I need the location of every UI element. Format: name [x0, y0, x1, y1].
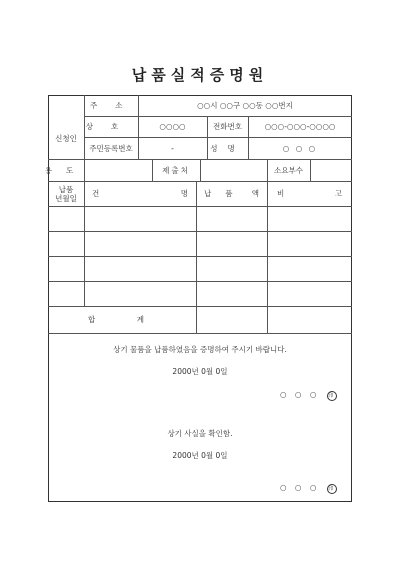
- col-date-header-text: 납품 년월일: [55, 184, 77, 203]
- name-label: [207, 137, 248, 159]
- name-label-text: 성명: [210, 143, 245, 153]
- request-text: 상기 물품을 납품하였음을 증명하여 주시기 바랍니다.: [113, 345, 287, 354]
- total-amount[interactable]: [196, 306, 267, 333]
- col-date-header: [48, 181, 84, 206]
- confirm-signature: [280, 483, 337, 494]
- col-amount-header: [196, 181, 267, 206]
- table-row[interactable]: [48, 231, 352, 256]
- copies-label: 소요부수: [274, 165, 303, 175]
- total-right: 계: [136, 315, 144, 324]
- col-item-header: [84, 181, 196, 206]
- company-label: [84, 116, 138, 137]
- applicant-label: 신청인: [55, 133, 77, 143]
- col-item-right: 명: [180, 189, 188, 198]
- col-amount-left: 납품: [204, 189, 247, 198]
- id-label: 주민등록번호: [89, 143, 133, 153]
- total-left: 합: [88, 315, 96, 324]
- request-signature: [280, 390, 337, 401]
- request-date: 2000년 0월 0일: [172, 367, 228, 376]
- seal-stamp-icon: 印: [328, 486, 337, 492]
- table-row[interactable]: [48, 206, 352, 231]
- usage-value[interactable]: [84, 159, 152, 181]
- address-value[interactable]: ○○시 ○○구 ○○동 ○○번지: [197, 101, 293, 110]
- request-signer: ○ ○ ○: [280, 390, 320, 399]
- col-remark-right: 고: [334, 189, 342, 198]
- id-value[interactable]: -: [171, 143, 174, 153]
- table-row[interactable]: [48, 281, 352, 306]
- company-value[interactable]: ○○○○: [159, 122, 186, 131]
- company-label-text: 상호: [85, 122, 137, 131]
- submit-value[interactable]: [200, 159, 267, 181]
- confirm-text: 상기 사실을 확인함.: [167, 429, 233, 438]
- document-title: 납품실적증명원: [131, 66, 269, 84]
- col-remark-left: 비: [277, 189, 285, 198]
- confirm-signer: ○ ○ ○: [280, 483, 320, 492]
- address-label-text: 주소: [90, 101, 141, 110]
- name-value[interactable]: ○ ○ ○: [282, 143, 318, 153]
- col-item-left: 건: [92, 189, 100, 198]
- phone-value[interactable]: ○○○-○○○-○○○○: [264, 122, 336, 131]
- address-label: [84, 95, 141, 116]
- copies-value[interactable]: [310, 159, 352, 181]
- col-amount-right: 액: [251, 189, 259, 198]
- rule: [48, 333, 352, 334]
- usage-label-text: 용도: [44, 165, 88, 175]
- seal-stamp-icon: 印: [328, 393, 337, 399]
- phone-label: 전화번호: [213, 122, 242, 131]
- confirm-date: 2000년 0월 0일: [172, 451, 228, 460]
- submit-label: 제출처: [162, 165, 190, 175]
- usage-label: [44, 159, 88, 181]
- total-remark[interactable]: [267, 306, 352, 333]
- col-remark-header: [267, 181, 352, 206]
- total-label: [48, 306, 196, 333]
- table-row[interactable]: [48, 256, 352, 281]
